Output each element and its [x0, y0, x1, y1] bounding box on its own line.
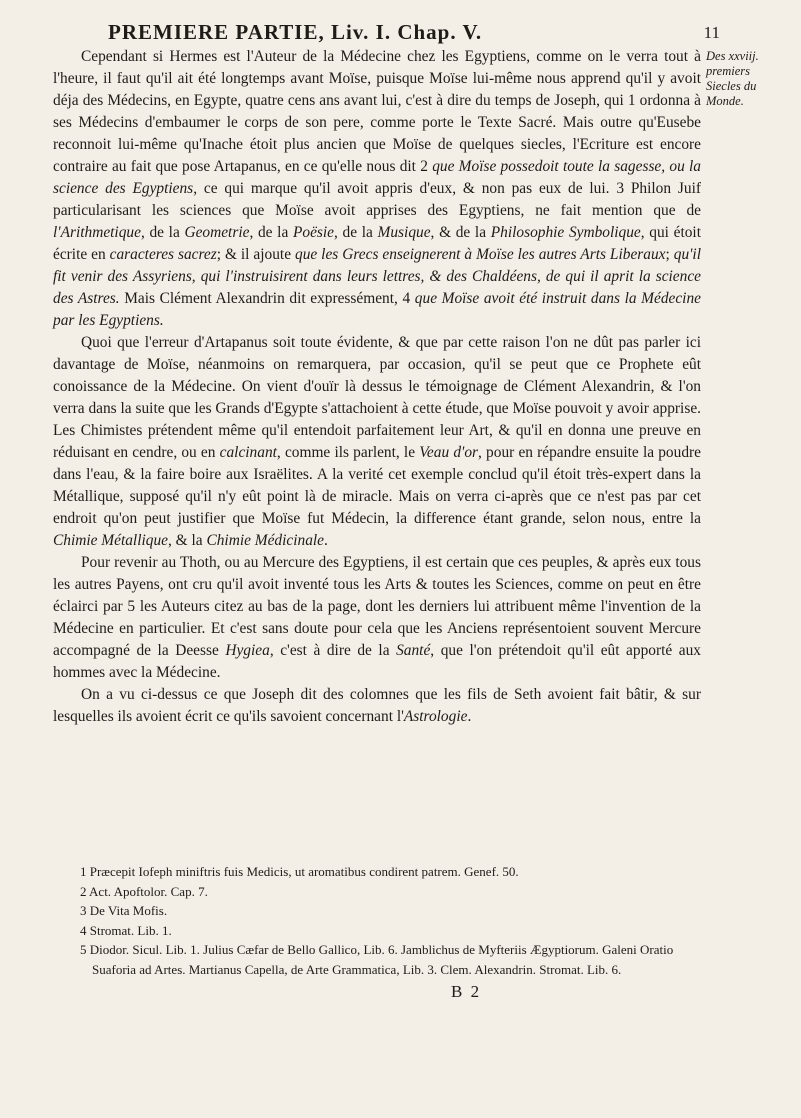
italic-text: l'Arithmetique: [53, 224, 141, 241]
text-run: , de la: [249, 224, 293, 241]
paragraph: [53, 332, 701, 552]
italic-text: Astrologie: [403, 708, 468, 725]
signature-mark: B 2: [451, 982, 482, 1001]
text-run: , & la: [167, 532, 207, 549]
italic-text: Philosophie Symbolique: [490, 224, 641, 241]
text-run: , ce qui marque qu'il avoit appris d'eux, & non pas eux de lui. 3 Philon Juif particularisant les sciences que Moïse avoit apprises des Egyptiens, ne fait mention que de: [53, 180, 701, 219]
page-number: 11: [703, 23, 720, 42]
text-run: , qui étoit écrite en: [53, 224, 701, 263]
italic-text: que Moïse possedoit toute la sagesse, ou la science des Egyptiens: [53, 158, 701, 197]
paragraph: [53, 552, 701, 684]
italic-text: que Moïse avoit été instruit dans la Médecine par les Egyptiens.: [53, 290, 701, 329]
italic-text: Santé: [396, 642, 431, 659]
footnote: 4 Stromat. Lib. 1.: [80, 922, 172, 938]
text-run: On a vu ci-dessus ce que Joseph dit des colomnes que les fils de Seth avoient fait bâtir, & sur lesquelles ils avoient écrit ce qu'ils savoient concernant l': [53, 686, 701, 725]
text-run: Pour revenir au Thoth, ou au Mercure des Egyptiens, il est certain que ces peuples, & après eux tous les autres Payens, ont cru qu'il avoit inventé tous les Arts & toutes les Sciences, comme on peut en être éclairci par 5 les Auteurs citez au bas de la page, dont les derniers lui attribuent même l'invention de la Médecine en particulier. Et c'est sans doute pour cela que les Anciens représentoient souvent Mercure accompagné de la Deesse: [53, 554, 701, 659]
italic-text: Musique: [377, 224, 431, 241]
text-run: , comme ils parlent, le: [276, 444, 420, 461]
text-run: , pour en répandre ensuite la poudre dans l'eau, & la faire boire aux Israëlites. A la verité cet exemple conclud qu'il étoit très-expert dans la Métallique, supposé qu'il n'y eût point là de miracle. Mais on verra ci-après que ce n'est pas par cet endroit qu'on peut justifier que Moïse fut Médecin, la difference étant grande, selon nous, entre la: [53, 444, 701, 527]
text-run: , de la: [140, 224, 185, 241]
main-text: [53, 46, 701, 728]
text-run: , & de la: [430, 224, 491, 241]
text-run: , que l'on prétendoit qu'il eût apporté aux hommes avec la Médecine.: [53, 642, 701, 681]
footnote: 5 Diodor. Sicul. Lib. 1. Julius Cæfar de Bello Gallico, Lib. 6. Jamblichus de Myfteriis Ægyptiorum. Galeni Oratio Suaforia ad Artes. Martianus Capella, de Arte Grammatica, Lib. 3. Clem. Alexandrin. Stromat. Lib. 6.: [80, 942, 674, 977]
italic-text: Hygiea: [225, 642, 270, 659]
italic-text: qu'il fit venir des Assyriens, qui l'instruisirent dans leurs lettres, & des Chaldéens, de qui il aprit la science des Astres.: [53, 246, 701, 307]
text-run: .: [467, 708, 472, 725]
running-title: PREMIERE PARTIE, Liv. I. Chap. V.: [108, 20, 483, 44]
text-run: ; & il ajoute: [216, 246, 295, 263]
text-run: .: [324, 532, 328, 549]
italic-text: que les Grecs enseignerent à Moïse les autres Arts Liberaux: [295, 246, 666, 263]
italic-text: caracteres sacrez: [109, 246, 217, 263]
text-run: Mais Clément Alexandrin dit expressément, 4: [119, 290, 415, 307]
text-run: Cependant si Hermes est l'Auteur de la Médecine chez les Egyptiens, comme on le verra tout à l'heure, il faut qu'il ait été longtemps avant Moïse, puisque Moïse lui-même nous apprend qu'il y avoit déja des Médecins, en Egypte, quatre cens ans avant lui, c'est à dire du temps de Joseph, qui 1 ordonna à ses Médecins d'embaumer le corps de son pere, comme porte le Texte Sacré. Mais outre qu'Eusebe reconnoit lui-même qu'Inache étoit plus ancien que Moïse de quelques siecles, l'Ecriture est encore contraire au fait que pose Artapanus, en ce qu'elle nous dit 2: [53, 48, 701, 175]
italic-text: Chimie Métallique: [53, 532, 168, 549]
text-run: , c'est à dire de la: [269, 642, 397, 659]
italic-text: Veau d'or: [419, 444, 479, 461]
italic-text: calcinant: [219, 444, 277, 461]
italic-text: Poësie: [292, 224, 334, 241]
text-run: ;: [665, 246, 674, 263]
text-run: , de la: [334, 224, 378, 241]
paragraph: [53, 684, 701, 728]
footnote: 2 Act. Apoftolor. Cap. 7.: [80, 883, 208, 899]
footnote: 1 Præcepit Iofeph miniftris fuis Medicis, ut aromatibus condirent patrem. Genef. 50.: [80, 864, 519, 879]
italic-text: Geometrie: [184, 224, 250, 241]
paragraph: [53, 46, 701, 332]
footnote: 3 De Vita Mofis.: [80, 903, 168, 918]
footnotes: [80, 862, 720, 979]
margin-note: Des xxviij. premiers Siecles du Monde.: [706, 49, 759, 108]
text-run: Quoi que l'erreur d'Artapanus soit toute évidente, & que par cette raison l'on ne dût pas parler ici davantage de Moïse, néanmoins on remarquera, par occasion, qu'il se peut que ce Prophete eût conoissance de la Médecine. On vient d'ouïr là dessus le témoignage de Clément Alexandrin, & l'on verra dans la suite que les Grands d'Egypte s'attachoient à cette étude, que Moïse pouvoit y avoir apprise. Les Chimistes prétendent même qu'il entendoit parfaitement leur Art, & qu'il en donna une preuve en réduisant en cendre, ou en: [53, 334, 701, 461]
running-header: [108, 10, 720, 44]
italic-text: Chimie Médicinale: [206, 532, 325, 549]
